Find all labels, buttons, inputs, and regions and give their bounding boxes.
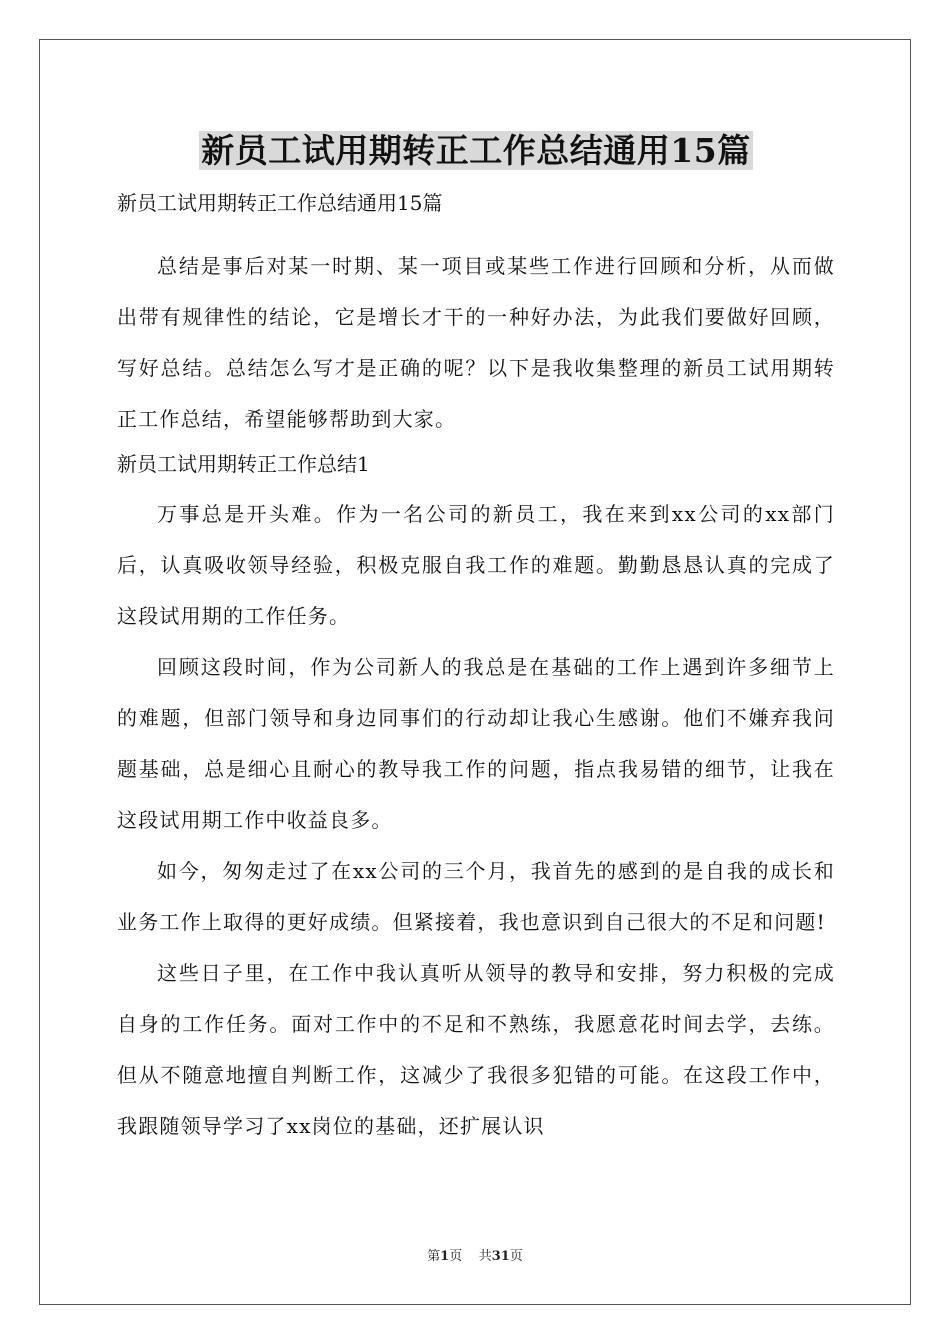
document-subtitle: 新员工试用期转正工作总结通用15篇 [117,191,443,215]
document-title [117,128,835,174]
body-paragraph-3: 如今，匆匆走过了在xx公司的三个月，我首先的感到的是自我的成长和业务工作上取得的更好成绩。但紧接着，我也意识到自己很大的不足和问题! [117,859,835,934]
section-heading: 新员工试用期转正工作总结1 [117,452,370,476]
intro-paragraph: 总结是事后对某一时期、某一项目或某些工作进行回顾和分析，从而做出带有规律性的结论，它是增长才干的一种好办法，为此我们要做好回顾，写好总结。总结怎么写才是正确的呢？以下是我收集整理的新员工试用期转正工作总结，希望能够帮助到大家。 [117,254,835,431]
body-paragraph-4: 这些日子里，在工作中我认真听从领导的教导和安排，努力积极的完成自身的工作任务。面对工作中的不足和不熟练，我愿意花时间去学，去练。但从不随意地擅自判断工作，这减少了我很多犯错的可能。在这段工作中，我跟随领导学习了xx岗位的基础，还扩展认识 [117,961,835,1138]
footer-page-prefix: 第 [427,1249,441,1264]
body-paragraph-1: 万事总是开头难。作为一名公司的新员工，我在来到xx公司的xx部门后，认真吸收领导经验，积极克服自我工作的难题。勤勤恳恳认真的完成了这段试用期的工作任务。 [117,502,835,628]
document-body [117,128,835,1152]
page-footer [0,1248,950,1266]
footer-total-prefix: 共 [478,1249,492,1264]
document-title-text: 新员工试用期转正工作总结通用15篇 [201,131,751,170]
footer-total-pages: 31 [491,1249,510,1264]
footer-page-suffix: 页 [449,1249,463,1264]
footer-page-number: 1 [440,1249,450,1264]
body-paragraph-2: 回顾这段时间，作为公司新人的我总是在基础的工作上遇到许多细节上的难题，但部门领导和身边同事们的行动却让我心生感谢。他们不嫌弃我问题基础，总是细心且耐心的教导我工作的问题，指点我易错的细节，让我在这段试用期工作中收益良多。 [117,655,835,832]
footer-total-suffix: 页 [509,1249,523,1264]
